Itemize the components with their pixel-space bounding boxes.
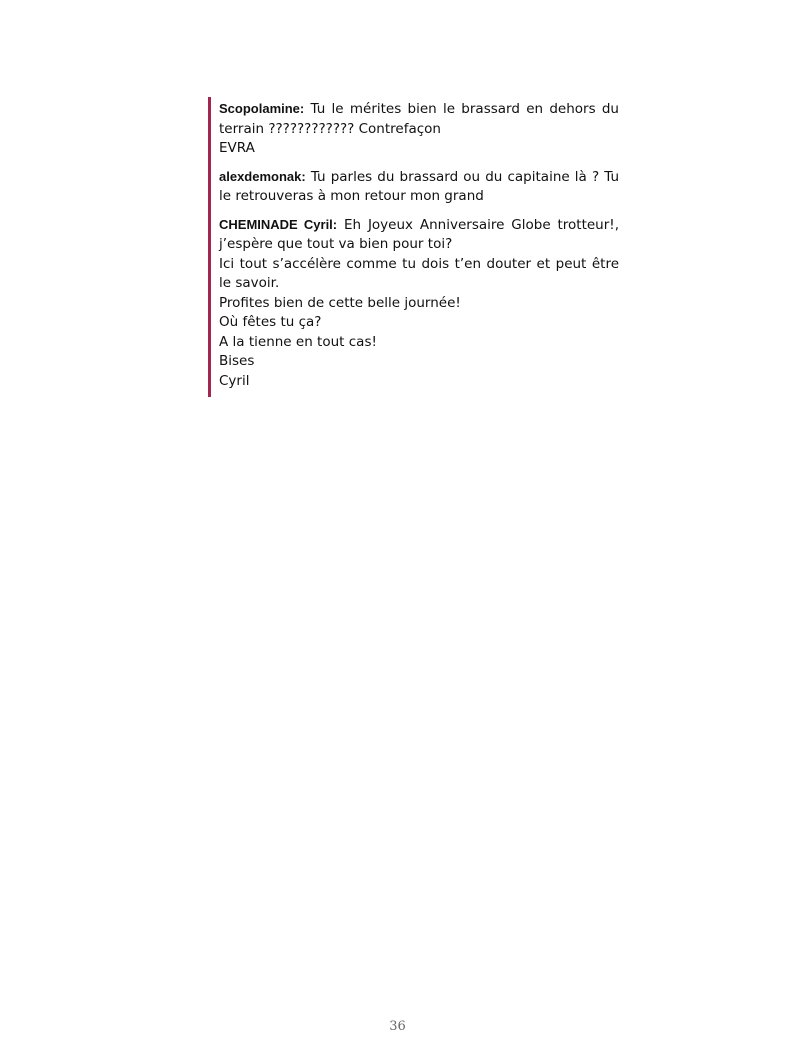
comments-block: [208, 97, 619, 397]
comment-alexdemonak: [219, 167, 619, 207]
comment-line: EVRA: [219, 140, 255, 156]
comment-author: alexdemonak:: [219, 168, 306, 184]
comment-line: A la tienne en tout cas!: [219, 333, 377, 350]
comment-scopolamine: [219, 99, 619, 159]
comment-author: Scopolamine:: [219, 101, 305, 116]
comment-text: Eh Joyeux Anniversaire Globe trotteur!, j’espère que tout va bien pour toi?: [219, 216, 619, 252]
comment-line: Bises: [219, 353, 255, 369]
comment-cheminade-cyril: [219, 215, 619, 392]
comment-text: Tu le mérites bien le brassard en dehors du terrain ???????????? Contrefaçon: [219, 101, 619, 137]
comment-line: Profites bien de cette belle journée!: [219, 294, 461, 311]
comment-text: Tu parles du brassard ou du capitaine là ? Tu le retrouveras à mon retour mon grand: [219, 168, 619, 204]
comment-line: Où fêtes tu ça?: [219, 314, 322, 330]
comment-author: CHEMINADE Cyril:: [219, 216, 338, 232]
page-number: 36: [389, 1019, 406, 1034]
comment-line: Cyril: [219, 372, 250, 389]
comment-line: Ici tout s’accélère comme tu dois t’en douter et peut être le savoir.: [219, 255, 619, 291]
